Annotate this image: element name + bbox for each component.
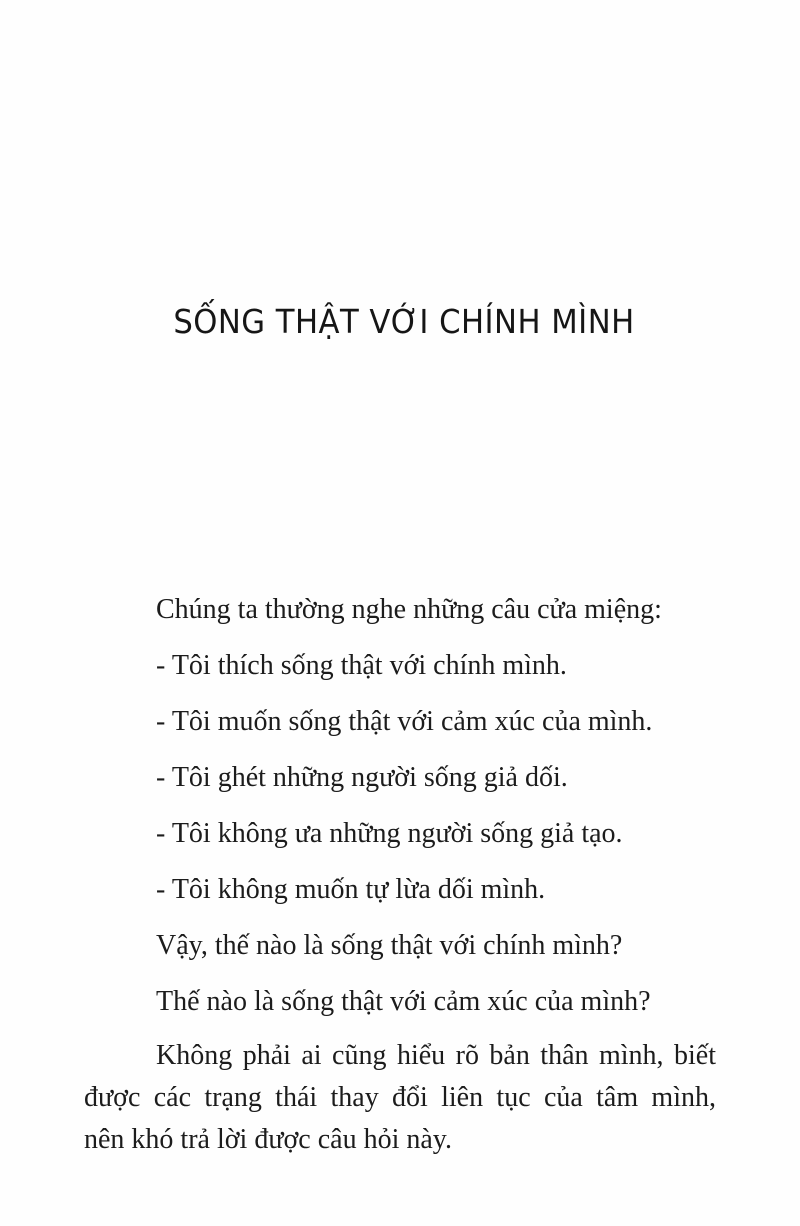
question-line: Thế nào là sống thật với cảm xúc của mình? bbox=[156, 986, 651, 1017]
quote-line: - Tôi không ưa những người sống giả tạo. bbox=[156, 818, 623, 849]
chapter-title: SỐNG THẬT VỚI CHÍNH MÌNH bbox=[173, 302, 635, 341]
paragraph-line: nên khó trả lời được câu hỏi này. bbox=[84, 1124, 452, 1155]
paragraph-line: Không phải ai cũng hiểu rõ bản thân mình, biết bbox=[156, 1040, 716, 1071]
quote-line: - Tôi thích sống thật với chính mình. bbox=[156, 650, 567, 681]
quote-line: - Tôi không muốn tự lừa dối mình. bbox=[156, 874, 546, 905]
quote-line: - Tôi ghét những người sống giả dối. bbox=[156, 762, 568, 793]
paragraph-line: được các trạng thái thay đổi liên tục của tâm mình, bbox=[84, 1082, 716, 1113]
intro-line: Chúng ta thường nghe những câu cửa miệng: bbox=[156, 594, 662, 625]
quote-line: - Tôi muốn sống thật với cảm xúc của mình. bbox=[156, 706, 653, 737]
question-line: Vậy, thế nào là sống thật với chính mình? bbox=[156, 930, 623, 961]
